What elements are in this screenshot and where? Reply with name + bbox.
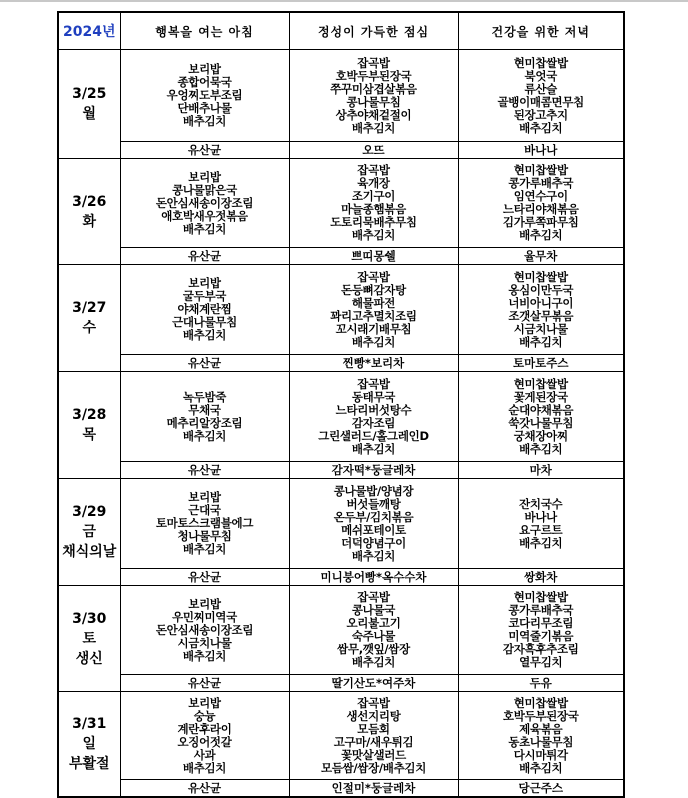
dinner-item: 제육볶음 xyxy=(519,721,563,736)
menu-body xyxy=(58,50,624,798)
weekday-label: 목 xyxy=(82,427,97,443)
date-label: 3/30 xyxy=(72,610,107,627)
breakfast-item: 우민찌미역국 xyxy=(172,609,237,624)
lunch-item: 잡곡밥 xyxy=(357,163,390,177)
breakfast-item: 시금치나물 xyxy=(177,635,232,650)
snack-cell: 유산균 xyxy=(120,675,289,692)
year-header: 2024년 xyxy=(58,12,120,50)
dinner-item: 너비아니구이 xyxy=(508,295,574,310)
lunch-item: 꽈리고추멸치조림 xyxy=(330,308,417,323)
dinner-header: 건강을 위한 저녁 xyxy=(458,12,624,50)
day-snack-row xyxy=(58,355,624,372)
date-label: 3/29 xyxy=(72,504,107,520)
snack-cell: 쁘띠몽쉘 xyxy=(289,248,458,265)
lunch-item: 감자조림 xyxy=(351,415,396,430)
day-meal-row xyxy=(58,372,624,462)
weekly-menu-sheet xyxy=(57,11,623,798)
lunch-item: 배추김치 xyxy=(351,228,396,242)
dinner-item: 조갯살무볶음 xyxy=(508,308,574,323)
dinner-item: 옹심이만두국 xyxy=(508,282,574,297)
day-meal-row xyxy=(58,479,624,569)
lunch-item: 쭈꾸미삼겹살볶음 xyxy=(330,81,417,96)
snack-cell: 유산균 xyxy=(120,248,289,265)
snack-cell: 토마토주스 xyxy=(458,355,624,372)
day-note: 채식의날 xyxy=(62,544,117,560)
snack-cell: 유산균 xyxy=(120,142,289,159)
snack-cell: 미니붕어빵*옥수수차 xyxy=(289,569,458,586)
day-label xyxy=(59,502,120,562)
day-cell xyxy=(58,692,120,798)
lunch-item: 배추김치 xyxy=(351,441,396,456)
dinner-item: 류산슬 xyxy=(524,81,557,96)
dinner-item: 배추김치 xyxy=(519,535,563,550)
lunch-cell xyxy=(289,372,458,462)
day-snack-row xyxy=(58,780,624,798)
lunch-item: 배추김치 xyxy=(351,120,396,135)
day-meal-row xyxy=(58,50,624,142)
lunch-item: 돈등뼈감자탕 xyxy=(341,282,406,297)
lunch-item: 배추김치 xyxy=(351,655,396,669)
lunch-item: 모듬회 xyxy=(357,721,390,736)
snack-cell: 바나나 xyxy=(458,142,624,159)
lunch-item: 모듬쌈/쌈장/배추김치 xyxy=(320,760,427,775)
breakfast-item: 배추김치 xyxy=(182,760,227,775)
day-meal-row xyxy=(58,265,624,355)
dinner-item: 다시마튀각 xyxy=(513,747,568,762)
lunch-item: 그린샐러드/홀그레인D xyxy=(318,428,429,443)
lunch-item: 잡곡밥 xyxy=(357,376,390,391)
breakfast-cell xyxy=(120,159,289,248)
dinner-item: 쑥갓나물무침 xyxy=(508,415,574,430)
breakfast-item: 야채계란찜 xyxy=(177,302,232,316)
dinner-item: 현미찹쌀밥 xyxy=(513,376,568,391)
lunch-item: 해물파전 xyxy=(351,295,396,310)
day-meal-row xyxy=(58,159,624,248)
day-label xyxy=(59,298,120,338)
snack-cell: 감자떡*둥글레차 xyxy=(289,462,458,479)
breakfast-item: 숭늉 xyxy=(193,708,216,723)
dinner-cell xyxy=(458,50,624,142)
date-label: 3/31 xyxy=(72,716,107,732)
dinner-item: 김가루쪽파무침 xyxy=(502,215,579,229)
lunch-item: 잡곡밥 xyxy=(357,55,390,70)
lunch-item: 온두부/김치볶음 xyxy=(333,509,414,524)
breakfast-item: 계란후라이 xyxy=(177,721,232,736)
dinner-item: 배추김치 xyxy=(519,760,563,775)
dinner-item: 동초나물무침 xyxy=(508,734,574,749)
dinner-item: 미역줄기볶음 xyxy=(508,629,574,643)
snack-cell: 쌍화차 xyxy=(458,569,624,586)
breakfast-cell xyxy=(120,586,289,675)
lunch-item: 호박두부된장국 xyxy=(335,68,412,83)
header-row xyxy=(58,12,624,50)
day-meal-row xyxy=(58,586,624,675)
snack-cell: 오뜨 xyxy=(289,142,458,159)
snack-cell: 마차 xyxy=(458,462,624,479)
date-label: 3/28 xyxy=(72,407,107,423)
lunch-cell xyxy=(289,265,458,355)
dinner-item: 호박두부된장국 xyxy=(502,708,579,723)
day-cell xyxy=(58,265,120,372)
snack-cell: 찐빵*보리차 xyxy=(289,355,458,372)
breakfast-item: 보리밥 xyxy=(188,169,221,184)
lunch-item: 버섯들깨탕 xyxy=(346,496,401,511)
dinner-item: 감자흑후추조림 xyxy=(502,642,579,656)
breakfast-item: 토마토스크램블에그 xyxy=(155,516,254,530)
dinner-item: 시금치나물 xyxy=(513,321,568,336)
lunch-item: 잡곡밥 xyxy=(357,590,390,604)
breakfast-item: 배추김치 xyxy=(182,428,227,443)
dinner-cell xyxy=(458,372,624,462)
lunch-item: 콩나물무침 xyxy=(346,94,401,109)
breakfast-cell xyxy=(120,692,289,780)
weekday-label: 금 xyxy=(82,524,97,540)
breakfast-item: 우엉찌도부조림 xyxy=(166,88,243,102)
lunch-item: 느타리버섯탕수 xyxy=(335,402,412,417)
dinner-item: 현미찹쌀밥 xyxy=(513,163,568,177)
day-label xyxy=(59,405,120,445)
day-cell xyxy=(58,479,120,586)
lunch-item: 쌈무,깻잎/쌈장 xyxy=(337,642,410,656)
breakfast-item: 배추김치 xyxy=(182,114,227,128)
dinner-item: 현미찹쌀밥 xyxy=(513,55,568,70)
day-label xyxy=(59,714,120,774)
day-snack-row xyxy=(58,142,624,159)
weekday-label: 월 xyxy=(82,106,97,122)
breakfast-item: 단배추나물 xyxy=(177,101,232,115)
lunch-item: 조기구이 xyxy=(351,189,396,203)
day-label xyxy=(59,84,120,124)
breakfast-cell xyxy=(120,50,289,142)
breakfast-item: 보리밥 xyxy=(188,62,221,76)
dinner-item: 현미찹쌀밥 xyxy=(513,590,568,604)
breakfast-item: 보리밥 xyxy=(188,276,221,290)
day-snack-row xyxy=(58,248,624,265)
dinner-item: 현미찹쌀밥 xyxy=(513,695,568,710)
lunch-item: 오리불고기 xyxy=(346,616,401,630)
dinner-item: 느타리야채볶음 xyxy=(502,202,579,216)
day-note: 부활절 xyxy=(68,756,110,772)
day-meal-row xyxy=(58,692,624,780)
dinner-item: 순대야채볶음 xyxy=(508,402,574,417)
day-cell xyxy=(58,586,120,692)
dinner-item: 코다리무조림 xyxy=(508,616,574,630)
breakfast-cell xyxy=(120,265,289,355)
lunch-item: 메쉬포테이토 xyxy=(341,522,406,537)
breakfast-item: 청나물무침 xyxy=(177,529,232,543)
lunch-cell xyxy=(289,479,458,569)
dinner-cell xyxy=(458,692,624,780)
breakfast-item: 배추김치 xyxy=(182,542,227,556)
breakfast-item: 사과 xyxy=(193,747,216,762)
snack-cell: 유산균 xyxy=(120,569,289,586)
breakfast-item: 메추리알장조림 xyxy=(166,415,243,430)
dinner-item: 현미찹쌀밥 xyxy=(513,269,568,284)
day-label xyxy=(59,192,120,232)
breakfast-item: 녹두밤죽 xyxy=(182,389,227,404)
breakfast-item: 애호박새우젓볶음 xyxy=(161,208,248,223)
dinner-item: 배추김치 xyxy=(519,228,563,242)
breakfast-item: 굴두부국 xyxy=(182,289,227,303)
breakfast-item: 배추김치 xyxy=(182,328,227,342)
breakfast-item: 돈안심새송이장조림 xyxy=(155,195,254,210)
lunch-item: 도토리묵배추무침 xyxy=(330,215,417,229)
dinner-cell xyxy=(458,159,624,248)
day-note: 생신 xyxy=(75,650,103,667)
dinner-item: 배추김치 xyxy=(519,334,563,349)
dinner-item: 궁채장아찌 xyxy=(513,428,568,443)
dinner-cell xyxy=(458,586,624,675)
dinner-item: 임연수구이 xyxy=(513,189,568,203)
dinner-item: 꽃게된장국 xyxy=(513,389,568,404)
breakfast-cell xyxy=(120,479,289,569)
weekday-label: 토 xyxy=(82,630,97,647)
snack-cell: 딸기산도*여주차 xyxy=(289,675,458,692)
lunch-header: 정성이 가득한 점심 xyxy=(289,12,458,50)
lunch-item: 더덕양념구이 xyxy=(341,535,406,550)
dinner-item: 열무김치 xyxy=(519,655,563,669)
date-label: 3/26 xyxy=(72,193,107,210)
dinner-cell xyxy=(458,265,624,355)
dinner-item: 콩가루배추국 xyxy=(508,603,574,617)
dinner-item: 콩가루배추국 xyxy=(508,176,574,190)
snack-cell: 유산균 xyxy=(120,462,289,479)
lunch-item: 꽃맛살샐러드 xyxy=(341,747,406,762)
lunch-item: 육개장 xyxy=(357,176,390,190)
lunch-item: 꼬시래기배무침 xyxy=(335,321,412,336)
lunch-item: 잡곡밥 xyxy=(357,695,390,710)
breakfast-item: 배추김치 xyxy=(182,648,227,663)
day-snack-row xyxy=(58,462,624,479)
dinner-item: 배추김치 xyxy=(519,120,563,135)
lunch-cell xyxy=(289,159,458,248)
breakfast-item: 돈안심새송이장조림 xyxy=(155,622,254,637)
weekday-label: 화 xyxy=(82,213,97,230)
day-label xyxy=(59,609,120,669)
breakfast-header: 행복을 여는 아침 xyxy=(120,12,289,50)
snack-cell: 두유 xyxy=(458,675,624,692)
day-cell xyxy=(58,159,120,265)
lunch-item: 콩나물밥/양념장 xyxy=(333,483,414,498)
dinner-item: 배추김치 xyxy=(519,441,563,456)
breakfast-item: 무채국 xyxy=(188,402,221,417)
breakfast-item: 종합어묵국 xyxy=(177,75,232,89)
day-cell xyxy=(58,372,120,479)
dinner-item: 북엇국 xyxy=(524,68,557,83)
dinner-item: 요구르트 xyxy=(519,522,563,537)
lunch-item: 콩나물국 xyxy=(351,603,396,617)
lunch-item: 마늘종햄볶음 xyxy=(341,202,406,216)
lunch-item: 배추김치 xyxy=(351,334,396,349)
dinner-item: 골뱅이매콤면무침 xyxy=(497,94,584,109)
date-label: 3/27 xyxy=(72,300,107,316)
breakfast-item: 배추김치 xyxy=(182,221,227,236)
weekday-label: 수 xyxy=(82,320,97,336)
breakfast-item: 근대국 xyxy=(188,503,221,517)
lunch-item: 배추김치 xyxy=(351,548,396,563)
snack-cell: 유산균 xyxy=(120,355,289,372)
lunch-cell xyxy=(289,692,458,780)
lunch-item: 고구마/새우튀김 xyxy=(333,734,414,749)
breakfast-item: 근대나물무침 xyxy=(172,315,237,329)
date-label: 3/25 xyxy=(72,86,107,102)
top-border-line xyxy=(0,0,688,2)
day-snack-row xyxy=(58,675,624,692)
day-snack-row xyxy=(58,569,624,586)
snack-cell: 당근주스 xyxy=(458,780,624,798)
breakfast-item: 보리밥 xyxy=(188,490,221,504)
lunch-item: 동태무국 xyxy=(351,389,396,404)
snack-cell: 율무차 xyxy=(458,248,624,265)
lunch-item: 잡곡밥 xyxy=(357,269,390,284)
lunch-item: 생선지리탕 xyxy=(346,708,401,723)
breakfast-item: 보리밥 xyxy=(188,596,221,611)
weekly-menu-table xyxy=(57,11,625,798)
dinner-item: 바나나 xyxy=(524,509,557,524)
dinner-cell xyxy=(458,479,624,569)
snack-cell: 유산균 xyxy=(120,780,289,798)
dinner-item: 잔치국수 xyxy=(519,496,563,511)
breakfast-item: 콩나물맑은국 xyxy=(172,182,237,197)
breakfast-item: 보리밥 xyxy=(188,695,221,710)
lunch-cell xyxy=(289,50,458,142)
snack-cell: 인절미*둥글레차 xyxy=(289,780,458,798)
dinner-item: 된장고추지 xyxy=(513,107,568,122)
breakfast-cell xyxy=(120,372,289,462)
lunch-cell xyxy=(289,586,458,675)
breakfast-item: 오징어젓갈 xyxy=(177,734,232,749)
weekday-label: 일 xyxy=(82,736,97,752)
lunch-item: 숙주나물 xyxy=(351,629,396,643)
lunch-item: 상추야채겉절이 xyxy=(335,107,412,122)
day-cell xyxy=(58,50,120,159)
